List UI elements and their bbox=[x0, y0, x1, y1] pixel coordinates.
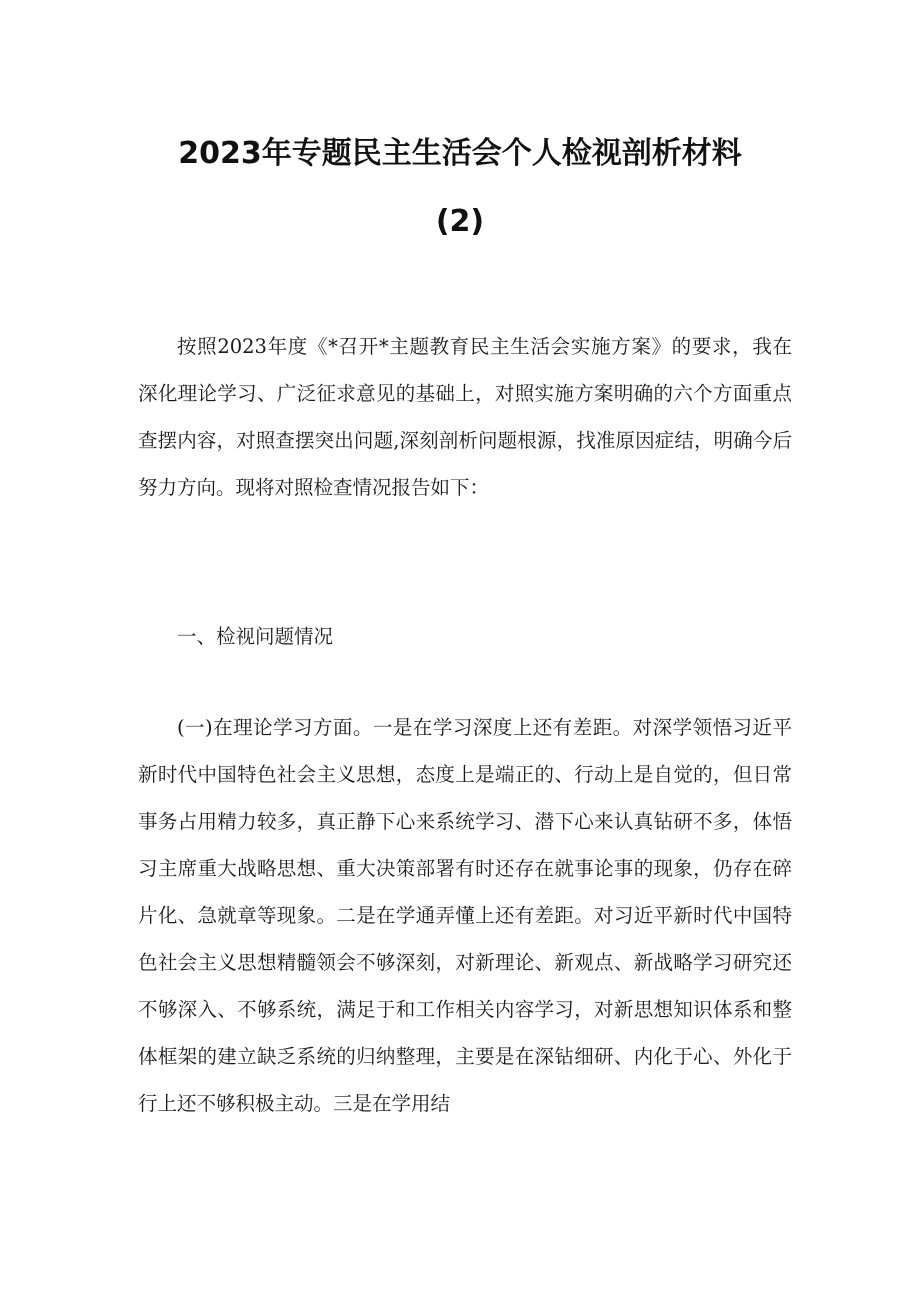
intro-paragraph: 按照2023年度《*召开*主题教育民主生活会实施方案》的要求，我在深化理论学习、广泛征求意见的基础上，对照实施方案明确的六个方面重点查摆内容，对照查摆突出问题,深刻剖析问题根源，找准原因症结，明确今后努力方向。现将对照检查情况报告如下： bbox=[138, 335, 792, 499]
document-title-number: (2) bbox=[435, 204, 485, 239]
section-body-paragraph: (一)在理论学习方面。一是在学习深度上还有差距。对深学领悟习近平新时代中国特色社会主义思想，态度上是端正的、行动上是自觉的，但日常事务占用精力较多，真正静下心来系统学习、潜下心来认真钻研不多，体悟习主席重大战略思想、重大决策部署有时还存在就事论事的现象，仍存在碎片化、急就章等现象。二是在学通弄懂上还有差距。对习近平新时代中国特色社会主义思想精髓领会不够深刻，对新理论、新观点、新战略学习研究还不够深入、不够系统，满足于和工作相关内容学习，对新思想知识体系和整体框架的建立缺乏系统的归纳整理，主要是在深钻细研、内化于心、外化于行上还不够积极主动。三是在学用结 bbox=[138, 716, 792, 1115]
section-heading: 一、检视问题情况 bbox=[177, 625, 334, 648]
document-title: 2023年专题民主生活会个人检视剖析材料 bbox=[178, 136, 742, 171]
